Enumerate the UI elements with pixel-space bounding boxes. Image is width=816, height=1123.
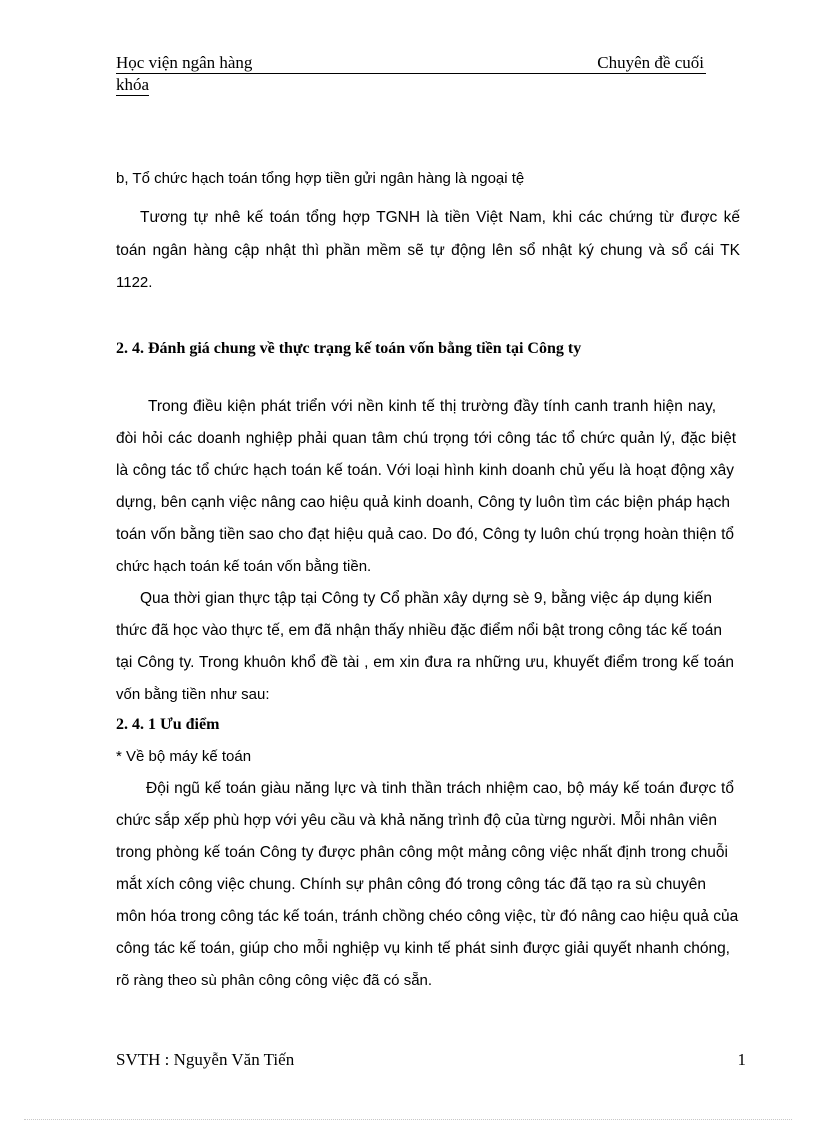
- footer-author: SVTH : Nguyễn Văn Tiến: [116, 1050, 295, 1069]
- para4-line-6: công tác kế toán, giúp cho mỗi nghiệp vụ kinh tế phát sinh được giải quyết nhanh chóng,: [116, 940, 730, 957]
- para1-line-1: Tương tự nhê kế toán tổng hợp TGNH là tiền Việt Nam, khi các chứng từ được kế: [140, 209, 740, 226]
- para3-line-4: vốn bằng tiền như sau:: [116, 686, 270, 703]
- bullet-bo-may-ke-toan: * Về bộ máy kế toán: [116, 748, 252, 765]
- page-header: [116, 52, 706, 96]
- para1-line-3: 1122.: [116, 274, 153, 291]
- para2-line-3: là công tác tổ chức hạch toán kế toán. Với loại hình kinh doanh chủ yếu là hoạt động xây: [116, 462, 734, 479]
- header-title-continued: khóa: [116, 75, 150, 94]
- para4-line-3: trong phòng kế toán Công ty được phân công một mảng công việc nhất định trong chuỗi: [116, 844, 728, 861]
- para2-line-6: chức hạch toán kế toán vốn bằng tiền.: [116, 558, 372, 575]
- para4-line-7: rõ ràng theo sù phân công công việc đã có sẵn.: [116, 972, 433, 989]
- para2-line-5: toán vốn bằng tiền sao cho đạt hiệu quả cao. Do đó, Công ty luôn chú trọng hoàn thiện tổ: [116, 526, 734, 543]
- page-number: 1: [737, 1050, 746, 1069]
- section-heading-2-4: 2. 4. Đánh giá chung về thực trạng kế toán vốn bằng tiền tại Công ty: [116, 340, 582, 357]
- header-institution: Học viện ngân hàng: [116, 53, 253, 72]
- para3-line-2: thức đã học vào thực tế, em đã nhận thấy nhiều đặc điểm nổi bật trong công tác kế toán: [116, 622, 722, 639]
- page-bottom-divider: [24, 1119, 792, 1120]
- para2-line-4: dựng, bên cạnh việc nâng cao hiệu quả kinh doanh, Công ty luôn tìm các biện pháp hạch: [116, 494, 730, 511]
- para2-line-1: Trong điều kiện phát triển với nền kinh tế thị trường đầy tính canh tranh hiện nay,: [148, 398, 716, 415]
- subheading-b: b, Tổ chức hạch toán tổng hợp tiền gửi ngân hàng là ngoại tệ: [116, 170, 525, 187]
- para4-line-2: chức sắp xếp phù hợp với yêu cầu và khả năng trình độ của từng người. Mỗi nhân viên: [116, 812, 718, 829]
- para4-line-5: môn hóa trong công tác kế toán, tránh chồng chéo công việc, từ đó nâng cao hiệu quả của: [116, 908, 739, 925]
- para4-line-4: mắt xích công việc chung. Chính sự phân công đó trong công tác đã tạo ra sù chuyên: [116, 876, 706, 893]
- para2-line-2: đòi hỏi các doanh nghiệp phải quan tâm chú trọng tới công tác tổ chức quản lý, đặc biệt: [116, 430, 736, 447]
- para3-line-3: tại Công ty. Trong khuôn khổ đề tài , em xin đưa ra những ưu, khuyết điểm trong kế toán: [116, 654, 734, 671]
- header-title: Chuyên đề cuối: [597, 53, 704, 72]
- para4-line-1: Đội ngũ kế toán giàu năng lực và tinh thần trách nhiệm cao, bộ máy kế toán được tổ: [146, 780, 734, 797]
- para3-line-1: Qua thời gian thực tập tại Công ty Cổ phần xây dựng sè 9, bằng việc áp dụng kiến: [140, 590, 712, 607]
- section-heading-2-4-1: 2. 4. 1 Ưu điểm: [116, 716, 220, 733]
- para1-line-2: toán ngân hàng cập nhật thì phần mềm sẽ tự động lên sổ nhật ký chung và sổ cái TK: [116, 242, 740, 259]
